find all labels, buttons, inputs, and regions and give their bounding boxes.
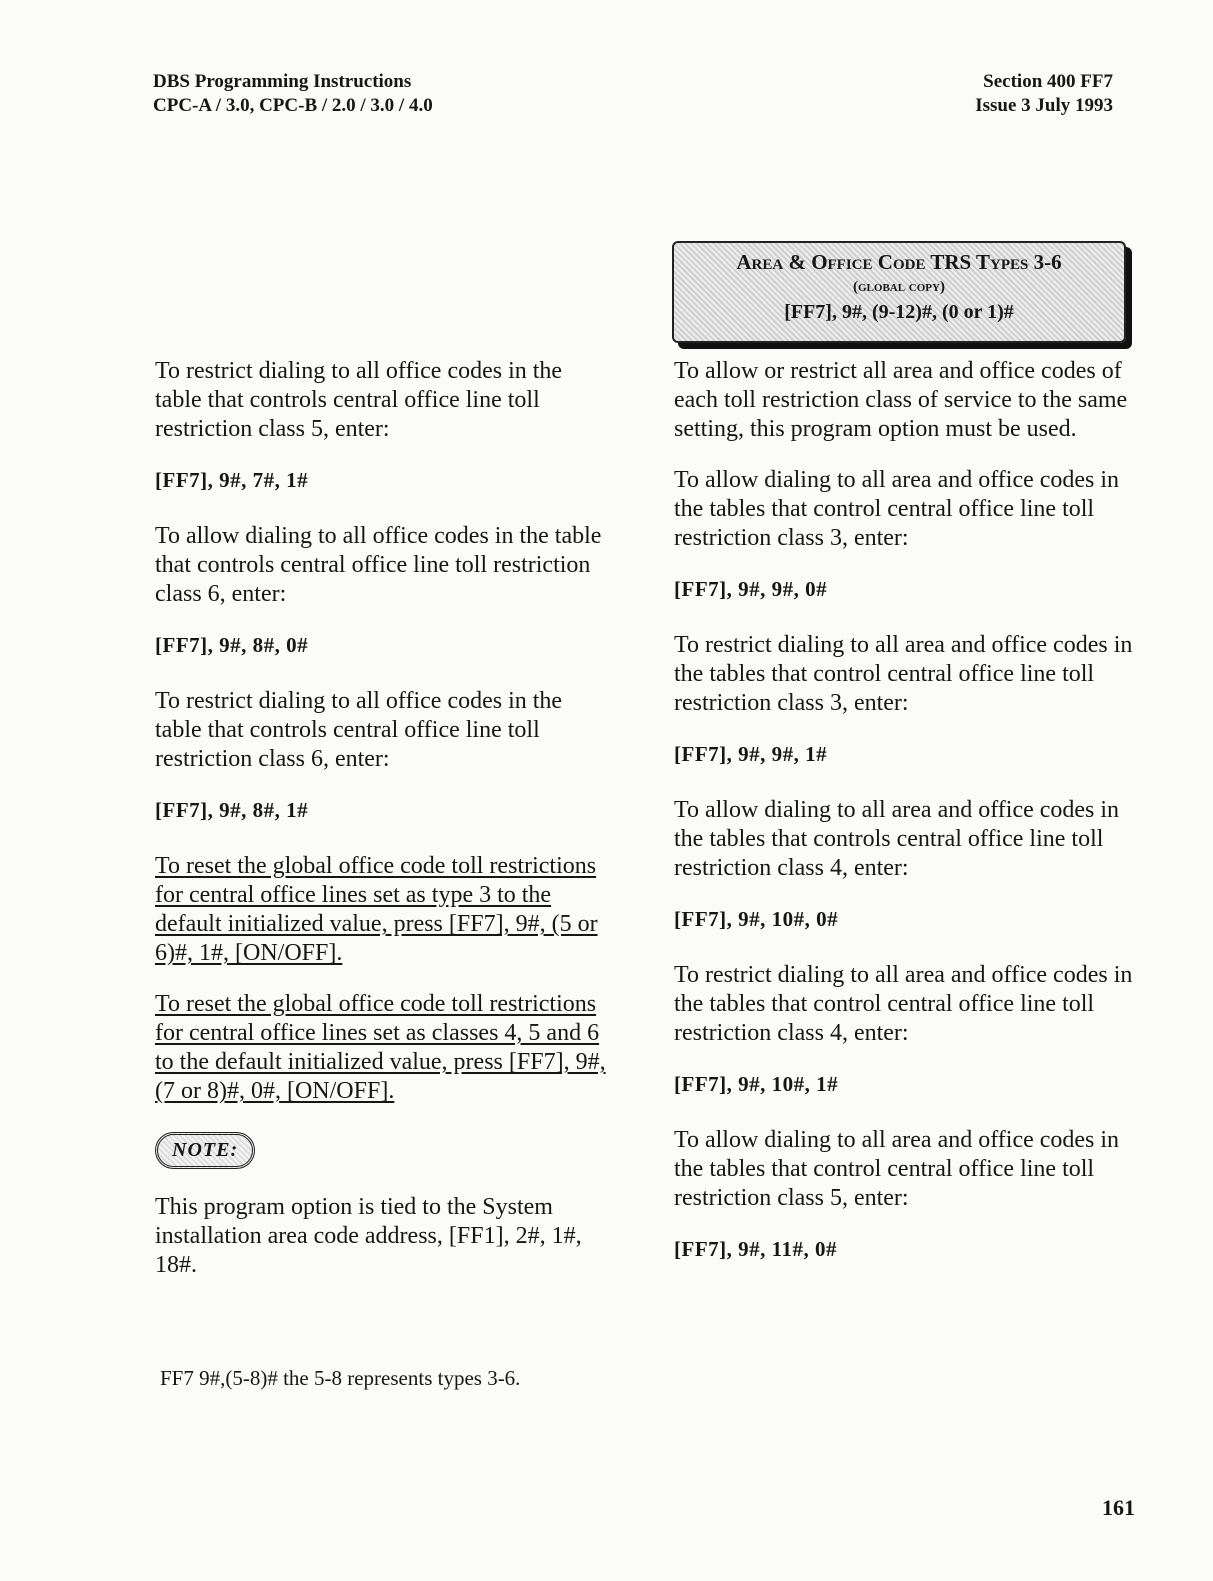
command: [FF7], 9#, 10#, 1# — [674, 1072, 839, 1096]
issue-label: Issue 3 July 1993 — [975, 95, 1113, 116]
note-badge: NOTE: — [155, 1132, 255, 1169]
manual-title: DBS Programming Instructions — [153, 71, 412, 92]
paragraph: To restrict dialing to all office codes in the table that controls central office line toll restriction class 6, enter: — [155, 688, 563, 772]
command: [FF7], 9#, 9#, 0# — [674, 577, 828, 601]
command: [FF7], 9#, 9#, 1# — [674, 742, 828, 766]
underlined-paragraph: To reset the global office code toll restrictions for central office lines set as classes 4, 5 and 6 to the default initialized value, press [FF7], 9#, (7 or 8)#, 0#, [ON/OFF]. — [155, 991, 606, 1104]
reset-instruction-2 — [155, 990, 610, 1106]
version-line: CPC-A / 3.0, CPC-B / 2.0 / 3.0 / 4.0 — [153, 95, 433, 116]
command: [FF7], 9#, 7#, 1# — [155, 468, 309, 492]
paragraph: To allow dialing to all area and office codes in the tables that controls central office line toll restriction class 4, enter: — [674, 797, 1120, 881]
page-number: 161 — [1102, 1495, 1135, 1520]
command: [FF7], 9#, 8#, 1# — [155, 798, 309, 822]
right-column — [674, 357, 1134, 1291]
section-label: Section 400 FF7 — [983, 71, 1113, 92]
tab-title: Area & Office Code TRS Types 3-6 — [736, 250, 1062, 274]
left-column — [155, 357, 610, 1302]
section-tab — [672, 241, 1126, 343]
command: [FF7], 9#, 11#, 0# — [674, 1237, 837, 1261]
paragraph: To restrict dialing to all office codes in the table that controls central office line toll restriction class 5, enter: — [155, 358, 563, 442]
header-left — [153, 70, 433, 118]
paragraph: To restrict dialing to all area and office codes in the tables that control central office line toll restriction class 3, enter: — [674, 632, 1133, 716]
paragraph: To allow dialing to all office codes in the table that controls central office line toll restriction class 6, enter: — [155, 523, 602, 607]
reset-instruction-1 — [155, 852, 610, 968]
paragraph: To allow dialing to all area and office codes in the tables that control central office line toll restriction class 3, enter: — [674, 467, 1120, 551]
underlined-paragraph: To reset the global office code toll restrictions for central office lines set as type 3 to the default initialized value, press [FF7], 9#, (5 or 6)#, 1#, [ON/OFF]. — [155, 853, 598, 966]
command: [FF7], 9#, 8#, 0# — [155, 633, 309, 657]
command: [FF7], 9#, 10#, 0# — [674, 907, 839, 931]
paragraph: To restrict dialing to all area and office codes in the tables that control central office line toll restriction class 4, enter: — [674, 962, 1133, 1046]
tab-subtitle: (global copy) — [853, 279, 945, 295]
paragraph: To allow dialing to all area and office codes in the tables that control central office line toll restriction class 5, enter: — [674, 1127, 1120, 1211]
handwritten-note: FF7 9#,(5-8)# the 5-8 represents types 3-6. — [160, 1366, 521, 1390]
header-right — [975, 70, 1113, 118]
tab-command: [FF7], 9#, (9-12)#, (0 or 1)# — [784, 301, 1014, 323]
paragraph: To allow or restrict all area and office codes of each toll restriction class of service to the same setting, this program option must be used. — [674, 358, 1128, 442]
note-text: This program option is tied to the System installation area code address, [FF1], 2#, 1#, 18#. — [155, 1194, 582, 1278]
